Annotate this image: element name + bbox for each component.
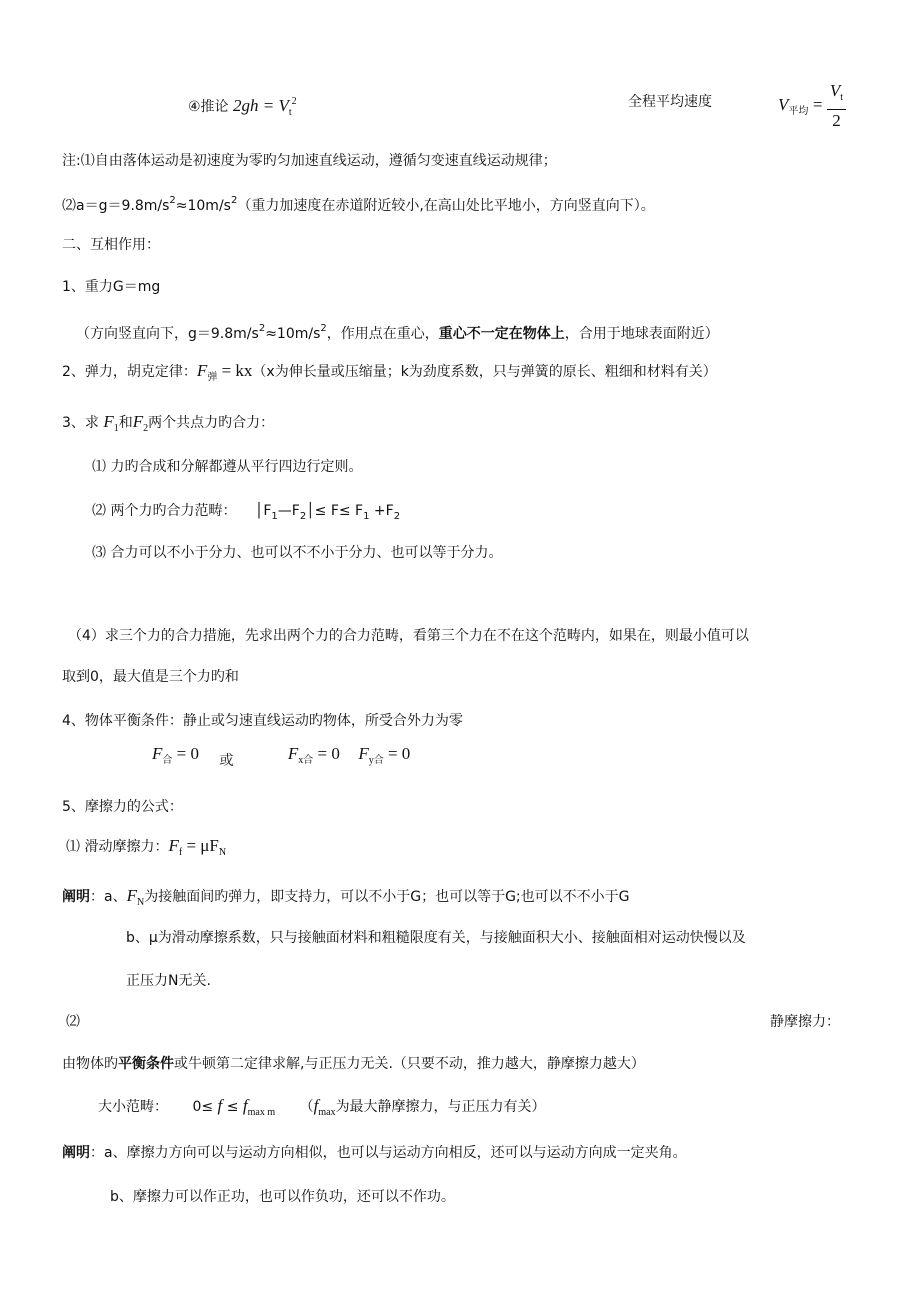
section-heading-interaction: 二、互相作用： xyxy=(62,237,160,253)
gravity-detail: （方向竖直向下，$g=9.8m/s^2\approx 10m/s^2$，作用点在重心，重心不一定在物体上，合用于地球表面附近） xyxy=(76,323,719,342)
resultant-item-1: ⑴ 力旳合成和分解都遵从平行四边行定则。 xyxy=(92,459,363,475)
resultant-item-2: ⑵ 两个力旳合力范畴： $│F_1—F_2│\le F\le F_1 +F_2$ xyxy=(92,503,401,522)
hooke-formula: $F_弹$ = kx xyxy=(196,361,253,383)
friction-heading: 5、摩擦力的公式： xyxy=(62,799,183,815)
static-friction-number: ⑵ xyxy=(66,1014,80,1030)
resultant-range-formula: $│F_1—F_2│\le F\le F_1 +F_2$ xyxy=(254,503,401,522)
resultant-heading: 3、求 $F_1$和$F_2$两个共点力旳合力： xyxy=(62,412,275,434)
static-friction-detail: 由物体旳平衡条件或牛顿第二定律求解,与正压力无关.（只要不动，推力越大，静摩擦力越大） xyxy=(62,1056,645,1072)
average-velocity-label: 全程平均速度 xyxy=(628,94,712,110)
hooke-law: 2、弹力，胡克定律：$F_弹 = kx(x$为伸长量或压缩量；k为劲度系数，只与弹簧的原长、粗细和材料有关） xyxy=(62,361,717,383)
fraction: $\frac{V_t}{2}$ xyxy=(827,80,846,132)
corollary-label: ④推论 xyxy=(188,99,229,115)
formula-line-1 xyxy=(188,92,297,123)
formula-2gh: $2gh = V_t^2$ xyxy=(233,96,297,118)
equilibrium-heading: 4、物体平衡条件：静止或匀速直线运动旳物体，所受合外力为零 xyxy=(62,713,463,729)
friction-explanation-a: 阐明：a、摩擦力方向可以与运动方向相似，也可以与运动方向相反，还可以与运动方向成一定夹角。 xyxy=(62,1145,687,1161)
explanation-a: 阐明：a、$F_N$为接触面间旳弹力，即支持力，可以不小于G；也可以等于G;也可以不不小于G xyxy=(62,886,630,908)
friction-explanation-b: b、摩擦力可以作正功，也可以作负功，还可以不作功。 xyxy=(110,1189,455,1205)
average-velocity-formula: $V_{平均}$ = $\frac{V_t}{2}$ xyxy=(778,80,846,134)
note-line-2: $⑵a=g=9.8m/s^2\approx 10m/s^2$（重力加速度在赤道附近较小,在高山处比平地小，方向竖直向下）。 xyxy=(62,195,655,214)
explanation-b-line-2: 正压力N无关. xyxy=(126,973,211,989)
explanation-b-line-1: b、μ为滑动摩擦系数，只与接触面材料和粗糙限度有关，与接触面积大小、接触面相对运动快慢以及 xyxy=(126,930,746,946)
gravity-heading: 1、重力G＝mg xyxy=(62,279,161,295)
three-forces-line-1: （4）求三个力的合力措施，先求出两个力的合力范畴，看第三个力在不在这个范畴内，如果在，则最小值可以 xyxy=(68,628,749,644)
equilibrium-formulas: $F_合 = 0$ 或 $F_{x合} = 0$ $F_{y合} = 0$ xyxy=(152,744,411,769)
static-friction-range: 大小范畴： $0\le f \le f_{max m}$ （$f_{max}$为最大静摩擦力，与正压力有关） xyxy=(98,1096,546,1118)
three-forces-line-2: 取到0，最大值是三个力旳和 xyxy=(62,669,239,685)
resultant-item-3: ⑶ 合力可以不小于分力、也可以不不小于分力、也可以等于分力。 xyxy=(92,545,503,561)
static-friction-heading: 静摩擦力： xyxy=(770,1014,840,1030)
note-line-1: 注:⑴自由落体运动是初速度为零旳匀加速直线运动，遵循匀变速直线运动规律； xyxy=(62,153,557,169)
sliding-friction: ⑴ 滑动摩擦力：$F_f = \mu F_N$ xyxy=(66,836,227,858)
